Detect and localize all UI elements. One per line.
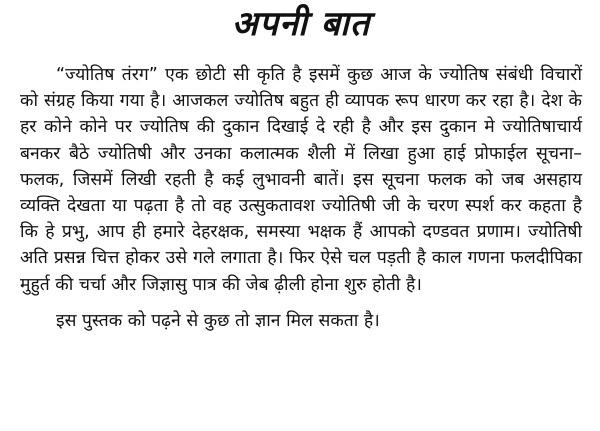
page-title: अपनी बात	[231, 4, 371, 44]
body-paragraph-2: इस पुस्तक को पढ़ने से कुछ तो ज्ञान मिल सकता है।	[56, 310, 380, 331]
body-paragraph-1: “ज्योतिष तंरग” एक छोटी सी कृति है इसमें कुछ आज के ज्योतिष संबंधी विचारों को संग्रह किया गया है। आजकल ज्योतिष बहुत ही व्यापक रूप धारण कर रहा है। देश के हर कोने कोने पर ज्योतिष की दुकान दिखाई दे रही है और इस दुकान मे ज्योतिषाचार्य बनकर बैठे ज्योतिषी और उनका कलात्मक शैली में लिखा हुआ हाई प्रोफाईल सूचना–फलक, जिसमें लिखी रहती है कई लुभावनी बातें। इस सूचना फलक को जब असहाय व्यक्ति देखता या पढ़ता है तो वह उत्सुकतावश ज्योतिषी जी के चरण स्पर्श कर कहता है कि हे प्रभु, आप ही हमारे देहरक्षक, समस्या भक्षक हैं आपको दण्डवत प्रणाम। ज्योतिषी अति प्रसन्न चित्त होकर उसे गले लगाता है। फिर ऐसे चल पड़ती है काल गणना फलदीपिका मुहुर्त की चर्चा और जिज्ञासु पात्र की जेब ढ़ीली होना शुरु होती है।	[20, 65, 582, 295]
